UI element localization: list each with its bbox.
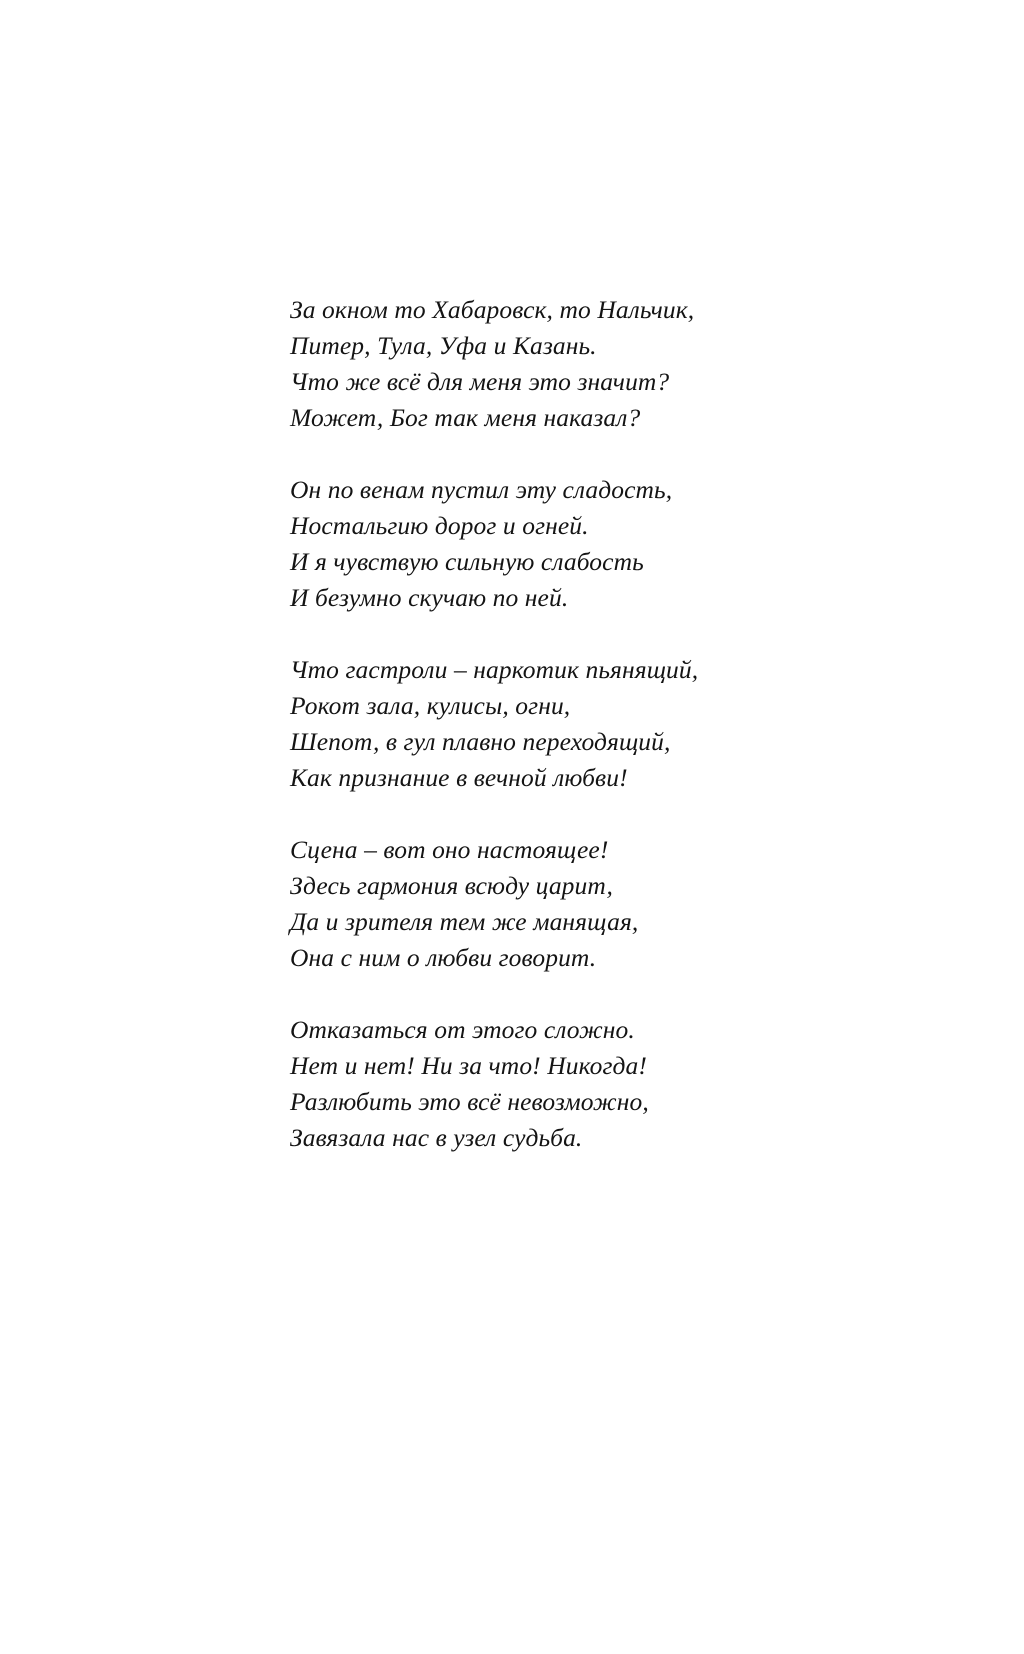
poem-line: Ностальгию дорог и огней. — [290, 511, 589, 540]
poem-line: Нет и нет! Ни за что! Никогда! — [290, 1051, 647, 1080]
stanza — [290, 472, 930, 616]
poem-line: Что гастроли – наркотик пьянящий, — [290, 655, 699, 684]
poem-line: Да и зрителя тем же манящая, — [290, 907, 639, 936]
poem-line: Она с ним о любви говорит. — [290, 943, 597, 972]
stanza — [290, 292, 930, 436]
stanza — [290, 1012, 930, 1156]
poem-line: Рокот зала, кулисы, огни, — [290, 691, 571, 720]
stanza — [290, 652, 930, 796]
poem-line: Что же всё для меня это значит? — [290, 367, 670, 396]
poem-line: Шепот, в гул плавно переходящий, — [290, 727, 671, 756]
poem-line: Может, Бог так меня наказал? — [290, 403, 641, 432]
poem-line: Разлюбить это всё невозможно, — [290, 1087, 649, 1116]
poem-body — [290, 292, 930, 1156]
poem-line: Как признание в вечной любви! — [290, 763, 628, 792]
poem-line: Сцена – вот оно настоящее! — [290, 835, 609, 864]
poem-line: Он по венам пустил эту сладость, — [290, 475, 673, 504]
poem-line: Здесь гармония всюду царит, — [290, 871, 614, 900]
poem-line: Завязала нас в узел судьба. — [290, 1123, 583, 1152]
poem-line: Отказаться от этого сложно. — [290, 1015, 635, 1044]
poem-line: Питер, Тула, Уфа и Казань. — [290, 331, 597, 360]
poem-line: И я чувствую сильную слабость — [290, 547, 644, 576]
poem-line: За окном то Хабаровск, то Нальчик, — [290, 295, 695, 324]
poem-line: И безумно скучаю по ней. — [290, 583, 569, 612]
stanza — [290, 832, 930, 976]
